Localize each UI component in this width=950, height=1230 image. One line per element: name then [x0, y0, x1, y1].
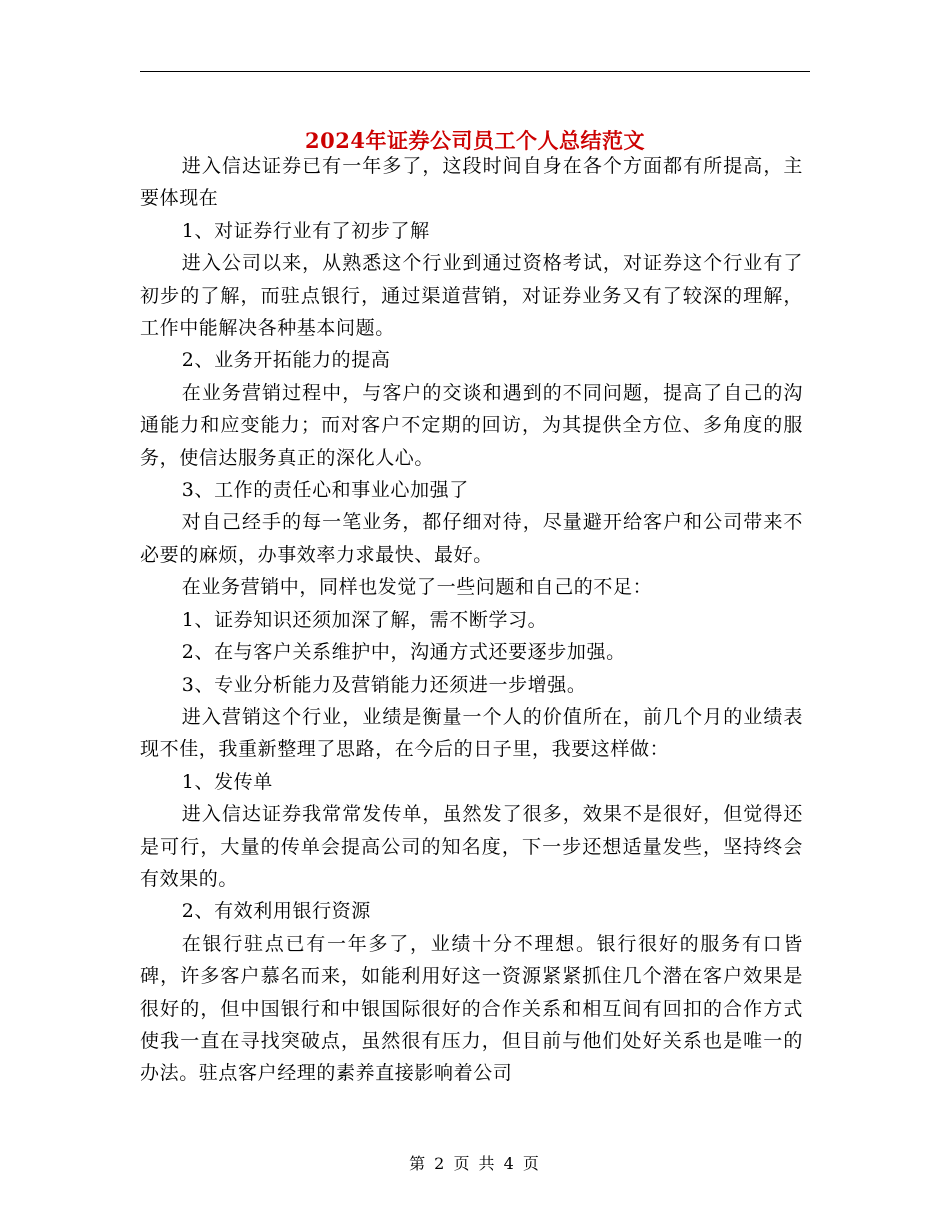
section-heading: 2、业务开拓能力的提高 [181, 349, 391, 372]
list-item: 2、在与客户关系维护中，沟通方式还要逐步加强。 [181, 641, 626, 664]
paragraph: 对自己经手的每一笔业务，都仔细对待，尽量避开给客户和公司带来不必要的麻烦，办事效率力求最快、最好。 [140, 511, 803, 566]
paragraph: 在业务营销中，同样也发觉了一些问题和自己的不足： [181, 576, 653, 599]
list-item: 1、证券知识还须加深了解，需不断学习。 [181, 608, 548, 631]
paragraph: 进入公司以来，从熟悉这个行业到通过资格考试，对证券这个行业有了初步的了解，而驻点银行，通过渠道营销，对证券业务又有了较深的理解，工作中能解决各种基本问题。 [140, 252, 803, 340]
paragraph: 进入营销这个行业，业绩是衡量一个人的价值所在，前几个月的业绩表现不佳，我重新整理了思路，在今后的日子里，我要这样做： [140, 705, 803, 761]
paragraph: 进入信达证券我常常发传单，虽然发了很多，效果不是很好，但觉得还是可行，大量的传单会提高公司的知名度，下一步还想适量发些，坚持终会有效果的。 [140, 803, 803, 890]
page-number-footer: 第 2 页 共 4 页 [409, 1154, 541, 1173]
paragraph: 在银行驻点已有一年多了，业绩十分不理想。银行很好的服务有口皆碑，许多客户慕名而来，如能利用好这一资源紧紧抓住几个潜在客户效果是很好的，但中国银行和中银国际很好的合作关系和相互间有回扣的合作方式使我一直在寻找突破点，虽然很有压力，但目前与他们处好关系也是唯一的办法。驻点客户经理的素养直接影响着公司 [140, 932, 803, 1085]
document-title: 2024年证券公司员工个人总结范文 [305, 128, 645, 154]
section-heading: 2、有效利用银行资源 [181, 900, 371, 923]
section-heading: 1、对证券行业有了初步了解 [181, 219, 430, 242]
paragraph: 在业务营销过程中，与客户的交谈和遇到的不同问题，提高了自己的沟通能力和应变能力；而对客户不定期的回访，为其提供全方位、多角度的服务，使信达服务真正的深化人心。 [140, 381, 803, 469]
paragraph: 进入信达证券已有一年多了，这段时间自身在各个方面都有所提高，主要体现在 [140, 155, 803, 210]
list-item: 3、专业分析能力及营销能力还须进一步增强。 [181, 673, 587, 696]
section-heading: 1、发传单 [181, 770, 273, 793]
section-heading: 3、工作的责任心和事业心加强了 [181, 479, 469, 502]
header-rule [140, 71, 810, 72]
document-body [140, 150, 803, 1090]
